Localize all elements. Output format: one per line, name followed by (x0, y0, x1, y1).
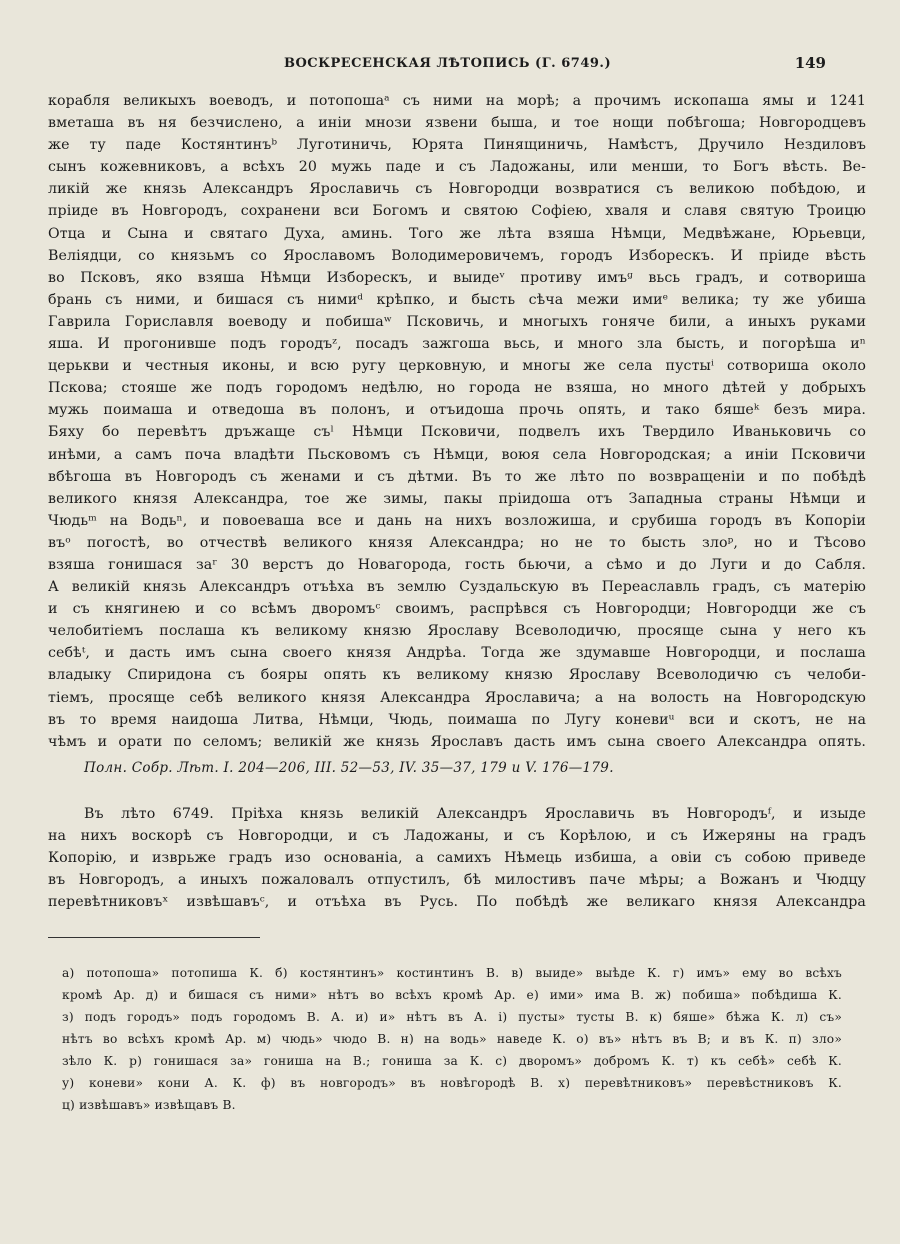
text-line: ликiй же князь Александръ Ярославичь съ Новгородци возвратися съ великою побѣдою, и (48, 181, 866, 198)
text-line: кромѣ Ар. д) и бишася съ ними» нѣтъ во всѣхъ кромѣ Ар. е) ими» има В. ж) побиша» побѣдиша К. (62, 988, 842, 1002)
text-line: Въ лѣто 6749. Прiѣха князь великiй Александръ Ярославичь въ Новгородъᶠ, и изыде (84, 805, 866, 822)
text-line: Бяху бо перевѣтъ дръжаще съˡ Нѣмци Псковичи, подвелъ ихъ Твердило Иваньковичь со (48, 424, 866, 441)
text-line: Пскова; стояше же подъ городомъ недѣлю, но города не взяша, но много дѣтей у добрыхъ (48, 380, 866, 397)
main-text (48, 90, 866, 913)
text-line: вметаша въ ня безчислено, а инiи мнози язвени быша, и тое нощи побѣгоша; Новгородцевъ (48, 115, 866, 132)
text-line: нѣтъ во всѣхъ кромѣ Ар. м) чюдь» чюдо В. н) на водь» наведе К. о) въ» нѣтъ въ В; и въ К. п) зло» (62, 1032, 842, 1046)
text-line: Чюдьᵐ на Водьⁿ, и повоеваша все и дань на нихъ возложиша, и срубиша городъ въ Копорiи (48, 512, 866, 529)
text-line: владыку Спиридона съ бояры опять къ великому князю Ярославу Всеволодичю съ челоби- (48, 667, 866, 684)
text-line: въᵒ погостѣ, во отчествѣ великого князя Александра; но не то бысть злоᵖ, но и Тѣсово (48, 534, 866, 551)
text-line: взяша гонишася заʳ 30 верстъ до Новагорода, гость бьючи, а сѣмо и до Луги и до Сабля. (48, 556, 866, 573)
text-line: чѣмъ и орати по селомъ; великiй же князь Ярославъ дасть имъ сына своего Александра опять. (48, 733, 866, 750)
text-line: себѣᵗ, и дасть имъ сына своего князя Андрѣа. Тогда же здумавше Новгородци, и послаша (48, 645, 866, 662)
paragraph-gap (48, 789, 866, 803)
text-line: великого князя Александра, тое же зимы, пакы прiидоша отъ Западныа страны Нѣмци и (48, 490, 866, 507)
paragraph-2 (48, 803, 866, 913)
text-line: а) потопоша» потопиша К. б) костянтинъ» костинтинъ В. в) выиде» выѣде К. г) имъ» ему во всѣхъ (62, 966, 842, 980)
text-line: мужь поимаша и отведоша въ полонъ, и отъидоша прочь опять, и тако бяшеᵏ безъ мира. (48, 402, 866, 419)
text-line: челобитiемъ послаша къ великому князю Ярославу Всеволодичю, просяще сына у него къ (48, 623, 866, 640)
text-line: въ то время наидоша Литва, Нѣмци, Чюдь, поимаша по Лугу коневиᵘ вси и скотъ, не на (48, 711, 866, 728)
text-line: прiиде въ Новгородъ, сохранени вси Богомъ и святою Софiею, хваля и славя святую Троицю (48, 203, 866, 220)
text-line: ц) извѣшавъ» извѣщавъ В. (62, 1098, 236, 1112)
text-line: А великiй князь Александръ отъѣха въ землю Суздальскую въ Переаславль градъ, съ матерiю (48, 579, 866, 596)
text-line: Отца и Сына и святаго Духа, аминь. Того же лѣта взяша Нѣмци, Медвѣжане, Юрьевци, (48, 225, 866, 242)
running-header (48, 56, 852, 80)
text-line: з) подъ городъ» подъ городомъ В. А. и) и» нѣтъ въ А. i) пусты» тусты В. к) бяше» бѣжа К. л) съ» (62, 1010, 842, 1024)
text-line: на нихъ воскорѣ съ Новгородци, и съ Ладожаны, и съ Корѣлою, и съ Ижеряны на градъ (48, 828, 866, 844)
text-line: сынъ кожевниковъ, а всѣхъ 20 мужь паде и съ Ладожаны, или менши, то Богъ вѣсть. Ве- (48, 159, 866, 176)
paragraph-1 (48, 90, 866, 753)
text-line: зѣло К. р) гонишася за» гониша на В.; гониша за К. с) дворомъ» добромъ К. т) къ себѣ» себѣ К. (62, 1054, 842, 1068)
text-line: же ту паде Костянтинъᵇ Луготиничь, Юрята Пинящиничь, Намѣстъ, Дручило Нездиловъ (48, 137, 866, 154)
text-line: церькви и честныя иконы, и всю ругу церковную, и многы же села пустыⁱ сотвориша около (48, 358, 866, 375)
text-line: инѣми, а самъ поча владѣти Пьсковомъ съ Нѣмци, воюя села Новгородская; а инiи Псковичи (48, 446, 866, 463)
footnote-rule (48, 937, 260, 938)
text-line: корабля великыхъ воеводъ, и потопошаᵃ съ ними на морѣ; а прочимъ ископаша ямы и 1241 (48, 93, 866, 109)
text-line: вбѣгоша въ Новгородъ съ женами и съ дѣтми. Въ то же лѣто по возвращенiи и по побѣдѣ (48, 468, 866, 485)
text-line: у) коневи» кони А. К. ф) въ новгородъ» въ новѣгородѣ В. х) перевѣтниковъ» перевѣстниковъ К. (62, 1076, 842, 1090)
text-line: брань съ ними, и бишася съ нимиᵈ крѣпко, и бысть сѣча межи имиᵉ велика; ту же убиша (48, 291, 866, 308)
text-line: Велiядци, со князьмъ со Ярославомъ Володимеровичемъ, городъ Изборескъ. И прiиде вѣсть (48, 247, 866, 264)
source-reference: Полн. Собр. Лѣт. I. 204—206, III. 52—53, IV. 35—37, 179 и V. 176—179. (84, 759, 614, 776)
text-line: перевѣтниковъˣ извѣшавъᶜ, и отъѣха въ Русь. По побѣдѣ же великаго князя Александра (48, 894, 866, 911)
text-line: тiемъ, просяще себѣ великого князя Александра Ярославича; а на волость на Новгородскую (48, 689, 866, 706)
running-title: ВОСКРЕСЕНСКАЯ ЛѢТОПИСЬ (Г. 6749.) (284, 56, 612, 71)
text-line: въ Новгородъ, а иныхъ пожаловалъ отпустилъ, бѣ милостивъ паче мѣры; а Вожанъ и Чюдцу (48, 872, 866, 889)
footnotes (62, 962, 842, 1116)
text-line: Гаврила Гориславля воеводу и побишаʷ Псковичь, и многыхъ гоняче били, а иныхъ руками (48, 313, 866, 330)
text-line: и съ княгинею и со всѣмъ дворомъᶜ своимъ, распрѣвся съ Новгородци; Новгородци же съ (48, 601, 866, 618)
text-line: яша. И прогонивше подъ городъᶻ, посадъ зажгоша вьсь, и много зла бысть, и погорѣша иⁿ (48, 336, 866, 353)
page-number: 149 (794, 54, 826, 72)
text-line: Копорiю, и изврьже градъ изо основанiа, а самихъ Нѣмець избиша, а овiи съ собою приведе (48, 850, 866, 867)
text-line: во Псковъ, яко взяша Нѣмци Изборескъ, и выидеᵛ противу имъᶢ вьсь градъ, и сотвориша (48, 269, 866, 286)
